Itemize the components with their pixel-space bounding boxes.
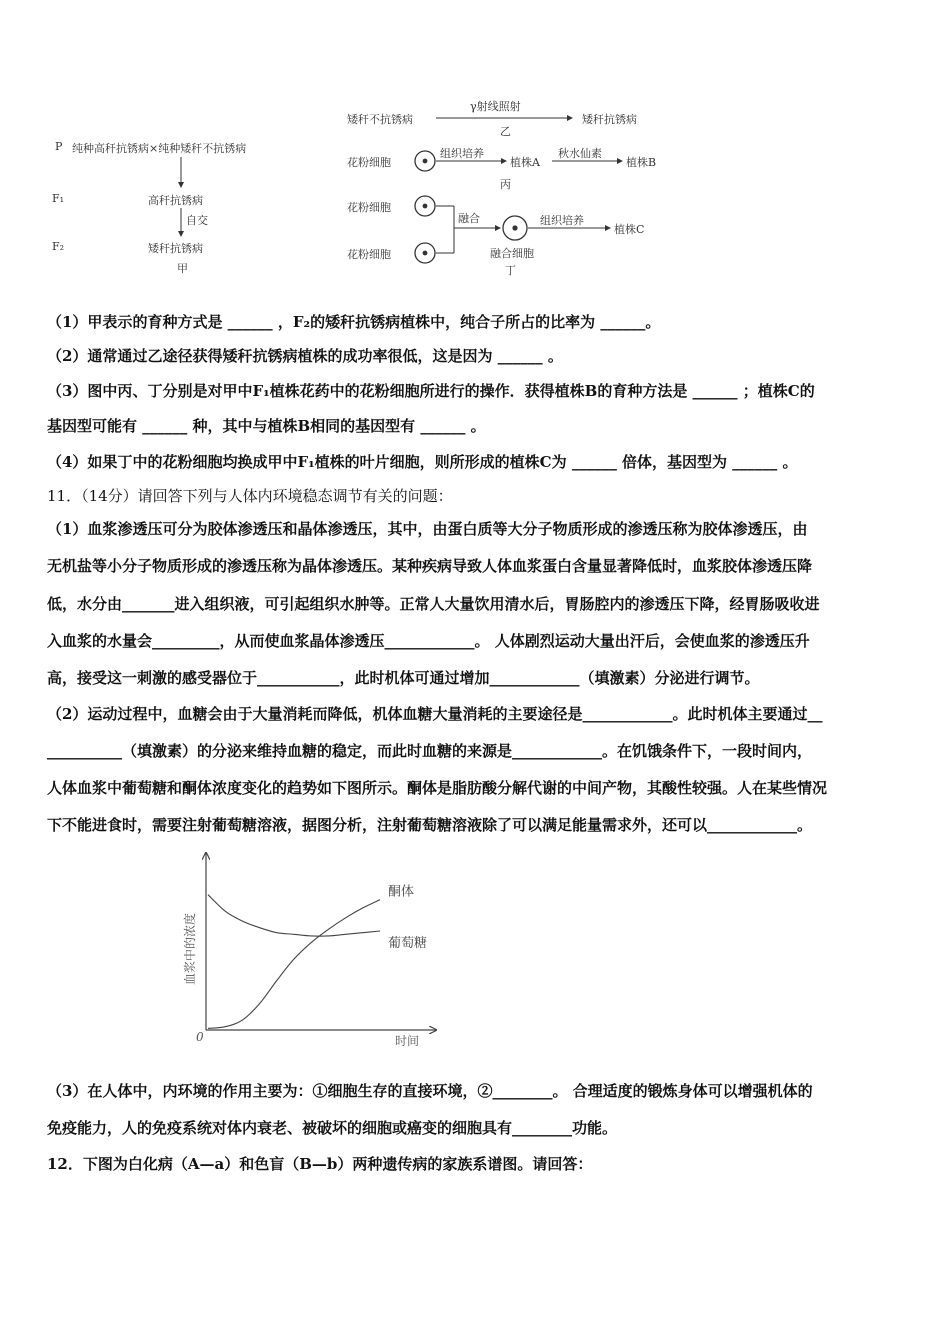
row2-arrow2-label: 秋水仙素 — [558, 147, 602, 160]
q11-part3-line1: （3）在人体中，内环境的作用主要为：①细胞生存的直接环境，②________。 合理适度的锻炼身体可以增强机体的 — [47, 1082, 813, 1100]
jia-label: 甲 — [177, 262, 188, 275]
q10-part4: （4）如果丁中的花粉细胞均换成甲中F₁植株的叶片细胞，则所形成的植株C为 ______ 倍体，基因型为 ______ 。 — [47, 453, 798, 471]
concentration-chart — [180, 845, 450, 1055]
f1-label: F₁ — [52, 192, 65, 205]
q11-part3-line2: 免疫能力，人的免疫系统对体内衰老、被破坏的细胞或癌变的细胞具有________功能。 — [47, 1119, 618, 1137]
fusion-cell-label: 融合细胞 — [490, 247, 534, 260]
q11-part1-line2: 无机盐等小分子物质形成的渗透压称为晶体渗透压。某种疾病导致人体血浆蛋白含量显著降低时，血浆胶体渗透压降 — [47, 557, 813, 575]
chart-series-group — [208, 884, 427, 1029]
f2-label: F₂ — [52, 240, 65, 253]
origin-label: 0 — [196, 1030, 204, 1044]
nucleus-3 — [423, 251, 428, 256]
p-label: P — [55, 140, 63, 153]
q11-part2-line1: （2）运动过程中，血糖会由于大量消耗而降低，机体血糖大量消耗的主要途径是____________。此时机体主要通过__ — [47, 705, 823, 723]
row3-cell1: 花粉细胞 — [347, 201, 391, 214]
row2-arrow1-label: 组织培养 — [440, 147, 484, 160]
selfing-text: 自交 — [186, 214, 208, 227]
row2-end: 植株B — [626, 156, 657, 169]
jia-arrows — [0, 0, 300, 300]
row3-cell2: 花粉细胞 — [347, 248, 391, 261]
p-cross-text: 纯种高秆抗锈病×纯种矮秆不抗锈病 — [72, 142, 247, 155]
row1-arrow-label: γ射线照射 — [470, 100, 521, 113]
legend-label-glucose: 葡萄糖 — [388, 936, 428, 951]
q11-part2-line4: 下不能进食时，需要注射葡萄糖溶液，据图分析，注射葡萄糖溶液除了可以满足能量需求外，还可以____________。 — [47, 816, 813, 834]
f2-text: 矮秆抗锈病 — [148, 242, 203, 255]
y-axis-label: 血浆中的浓度 — [183, 912, 197, 985]
bing-label: 丙 — [500, 178, 511, 191]
legend-label-ketone: 酮体 — [388, 884, 415, 900]
q10-part1: （1）甲表示的育种方式是 ______ ，F₂的矮秆抗锈病植株中，纯合子所占的比率为 ______。 — [47, 313, 661, 331]
yi-label: 乙 — [500, 125, 511, 138]
q10-part2: （2）通常通过乙途径获得矮秆抗锈病植株的成功率很低，这是因为 ______ 。 — [47, 347, 563, 365]
q11-part1-line4: 入血浆的水量会_________，从而使血浆晶体渗透压____________。 人体剧烈运动大量出汗后，会使血浆的渗透压升 — [47, 632, 810, 650]
row3-arrow-label: 组织培养 — [540, 214, 584, 227]
q11-title: 11．（14分）请回答下列与人体内环境稳态调节有关的问题： — [47, 487, 453, 505]
x-axis-label: 时间 — [395, 1034, 420, 1048]
row2-start: 花粉细胞 — [347, 156, 391, 169]
row1-start: 矮秆不抗锈病 — [347, 113, 413, 126]
q10-part3-line1: （3）图中丙、丁分别是对甲中F₁植株花药中的花粉细胞所进行的操作．获得植株B的育种方法是 ______ ；植株C的 — [47, 382, 815, 400]
fusion-label: 融合 — [458, 212, 480, 225]
row1-end: 矮秆抗锈病 — [582, 113, 637, 126]
nucleus-1 — [423, 159, 428, 164]
q11-part2-line3: 人体血浆中葡萄糖和酮体浓度变化的趋势如下图所示。酮体是脂肪酸分解代谢的中间产物，其酸性较强。人在某些情况 — [47, 779, 828, 797]
q11-part2-line2: __________（填激素）的分泌来维持血糖的稳定，而此时血糖的来源是____________。在饥饿条件下，一段时间内， — [47, 742, 813, 760]
q11-part1-line5: 高，接受这一刺激的感受器位于___________，此时机体可通过增加____________（填激素）分泌进行调节。 — [47, 669, 760, 687]
series-line-glucose — [208, 895, 380, 936]
series-line-ketone — [208, 900, 380, 1029]
row3-end: 植株C — [614, 223, 645, 236]
q11-part1-line3: 低，水分由_______进入组织液，可引起组织水肿等。正常人大量饮用清水后，胃肠腔内的渗透压下降，经胃肠吸收进 — [47, 595, 820, 613]
f1-text: 高秆抗锈病 — [148, 194, 203, 207]
nucleus-2 — [423, 204, 428, 209]
ding-label: 丁 — [505, 264, 516, 277]
nucleus-fusion — [512, 225, 517, 230]
q12-title: 12．下图为白化病（A—a）和色盲（B—b）两种遗传病的家族系谱图。请回答： — [47, 1155, 593, 1173]
row2-mid: 植株A — [510, 156, 540, 169]
q11-part1-line1: （1）血浆渗透压可分为胶体渗透压和晶体渗透压，其中，由蛋白质等大分子物质形成的渗透压称为胶体渗透压，由 — [47, 520, 808, 538]
q10-part3-line2: 基因型可能有 ______ 种，其中与植株B相同的基因型有 ______ 。 — [47, 417, 486, 435]
